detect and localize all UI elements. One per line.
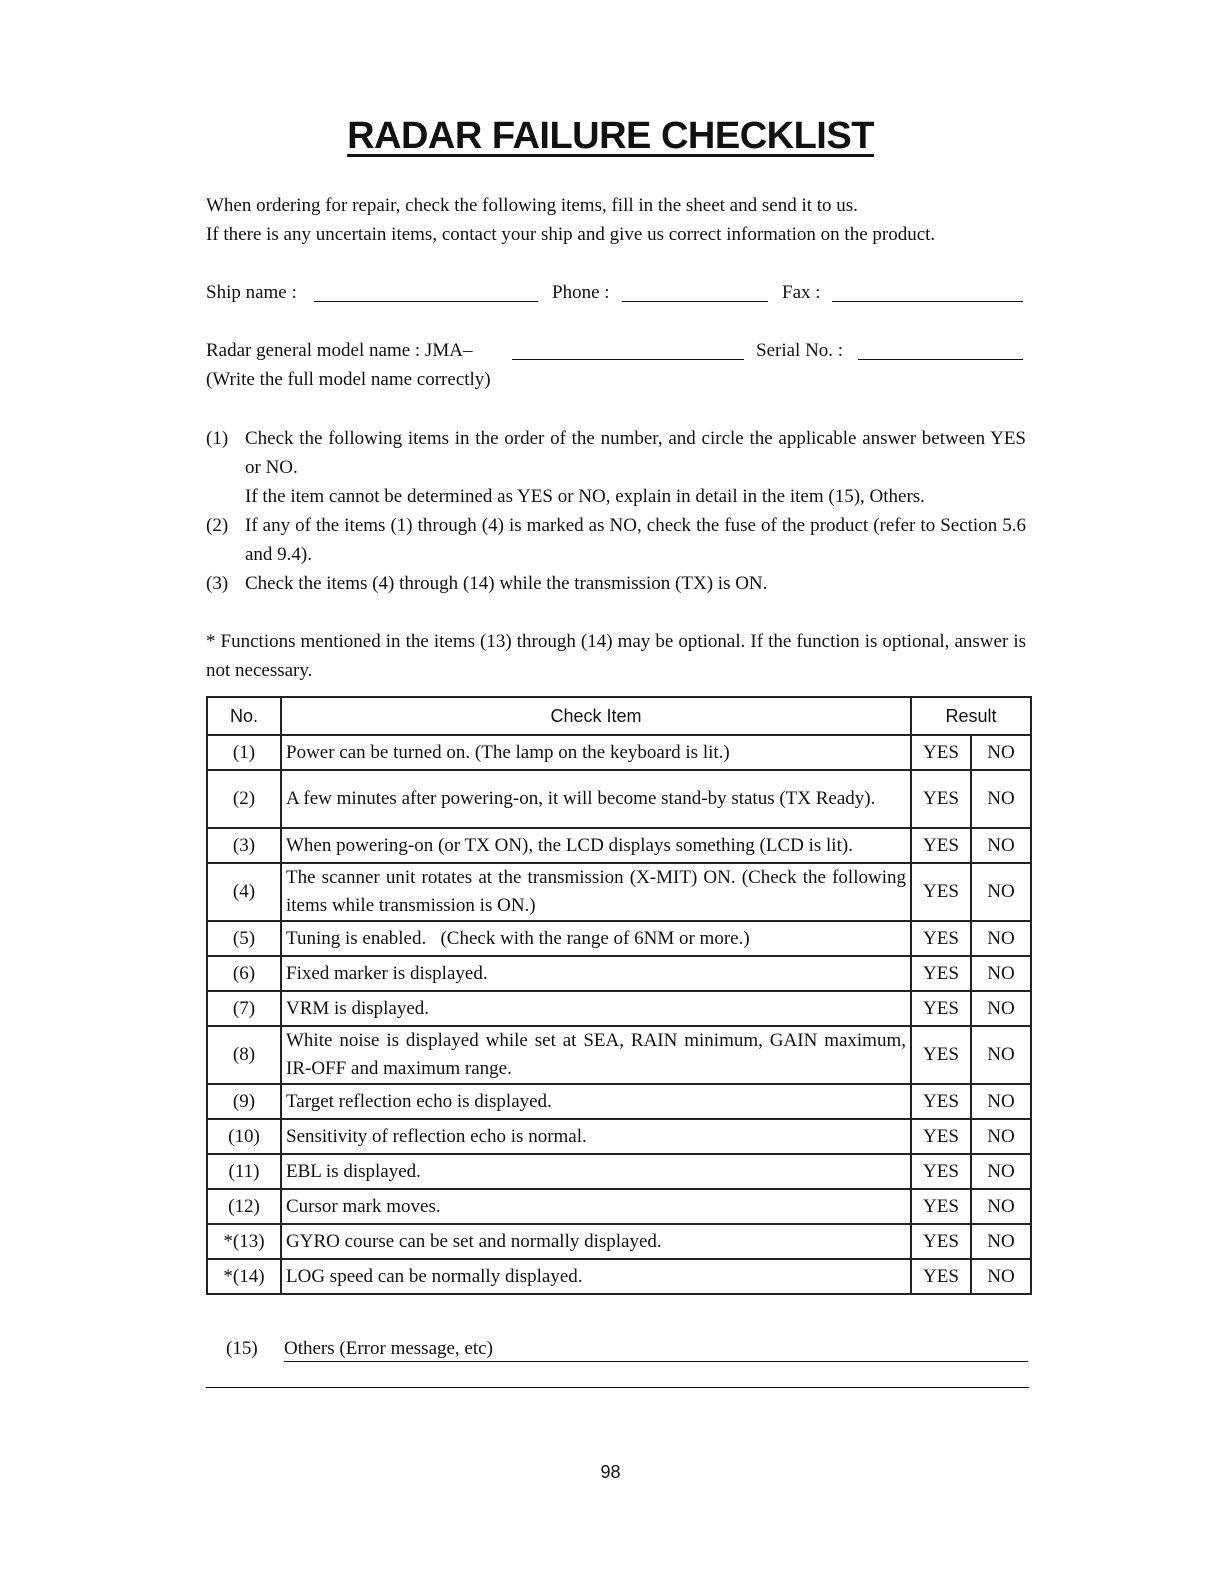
row-number: (4) bbox=[207, 863, 281, 921]
ship-name-field[interactable] bbox=[314, 283, 538, 302]
header-check-item: Check Item bbox=[281, 697, 911, 735]
yes-option[interactable]: YES bbox=[911, 1259, 971, 1294]
fax-label: Fax : bbox=[782, 282, 821, 303]
row-number: (9) bbox=[207, 1084, 281, 1119]
header-no: No. bbox=[207, 697, 281, 735]
instruction-3 bbox=[206, 569, 1026, 598]
no-option[interactable]: NO bbox=[971, 1119, 1031, 1154]
row-check-item: Cursor mark moves. bbox=[281, 1189, 911, 1224]
table-row bbox=[207, 735, 1031, 770]
yes-option[interactable]: YES bbox=[911, 863, 971, 921]
instruction-text: Check the items (4) through (14) while the transmission (TX) is ON. bbox=[245, 573, 768, 594]
row-number: (5) bbox=[207, 921, 281, 956]
table-row bbox=[207, 863, 1031, 921]
optional-note: * Functions mentioned in the items (13) through (14) may be optional. If the function is optional, answer is not necessary. bbox=[206, 631, 1026, 681]
instruction-text-2: If the item cannot be determined as YES or NO, explain in detail in the item (15), Others. bbox=[245, 486, 925, 507]
ship-name-label: Ship name : bbox=[206, 282, 297, 303]
others-label: Others (Error message, etc) bbox=[284, 1338, 493, 1359]
others-number: (15) bbox=[226, 1338, 258, 1359]
no-option[interactable]: NO bbox=[971, 921, 1031, 956]
yes-option[interactable]: YES bbox=[911, 1154, 971, 1189]
table-row bbox=[207, 991, 1031, 1026]
others-extra-line[interactable] bbox=[206, 1387, 1029, 1388]
serial-label: Serial No. : bbox=[756, 340, 844, 361]
yes-option[interactable]: YES bbox=[911, 921, 971, 956]
yes-option[interactable]: YES bbox=[911, 1026, 971, 1084]
row-number: (6) bbox=[207, 956, 281, 991]
row-check-item: The scanner unit rotates at the transmission (X-MIT) ON. (Check the following items while transmission is ON.) bbox=[281, 863, 911, 921]
row-check-item: Target reflection echo is displayed. bbox=[281, 1084, 911, 1119]
row-number: (10) bbox=[207, 1119, 281, 1154]
no-option[interactable]: NO bbox=[971, 991, 1031, 1026]
row-number: (1) bbox=[207, 735, 281, 770]
row-number: (2) bbox=[207, 770, 281, 828]
yes-option[interactable]: YES bbox=[911, 956, 971, 991]
table-row bbox=[207, 1119, 1031, 1154]
instruction-2 bbox=[206, 511, 1026, 569]
yes-option[interactable]: YES bbox=[911, 1084, 971, 1119]
checklist-table bbox=[206, 696, 1032, 1295]
no-option[interactable]: NO bbox=[971, 956, 1031, 991]
fax-field[interactable] bbox=[832, 283, 1023, 302]
no-option[interactable]: NO bbox=[971, 735, 1031, 770]
no-option[interactable]: NO bbox=[971, 1189, 1031, 1224]
yes-option[interactable]: YES bbox=[911, 828, 971, 863]
page-title-text: RADAR FAILURE CHECKLIST bbox=[347, 115, 874, 157]
instruction-number: (2) bbox=[206, 515, 229, 536]
row-check-item: White noise is displayed while set at SEA, RAIN minimum, GAIN maximum, IR-OFF and maximum range. bbox=[281, 1026, 911, 1084]
instruction-number: (3) bbox=[206, 573, 229, 594]
row-check-item: Tuning is enabled. (Check with the range of 6NM or more.) bbox=[281, 921, 911, 956]
row-check-item: GYRO course can be set and normally displayed. bbox=[281, 1224, 911, 1259]
row-check-item: Power can be turned on. (The lamp on the keyboard is lit.) bbox=[281, 735, 911, 770]
row-check-item: Sensitivity of reflection echo is normal. bbox=[281, 1119, 911, 1154]
table-header-row bbox=[207, 697, 1031, 735]
row-check-item: LOG speed can be normally displayed. bbox=[281, 1259, 911, 1294]
intro-line-2: If there is any uncertain items, contact your ship and give us correct information on the product. bbox=[206, 224, 936, 245]
model-field[interactable] bbox=[512, 341, 744, 360]
header-result: Result bbox=[911, 697, 1031, 735]
yes-option[interactable]: YES bbox=[911, 1224, 971, 1259]
table-row bbox=[207, 828, 1031, 863]
table-row bbox=[207, 1026, 1031, 1084]
serial-field[interactable] bbox=[858, 341, 1023, 360]
page-title bbox=[0, 115, 1221, 158]
no-option[interactable]: NO bbox=[971, 770, 1031, 828]
model-note: (Write the full model name correctly) bbox=[206, 369, 491, 390]
row-check-item: Fixed marker is displayed. bbox=[281, 956, 911, 991]
yes-option[interactable]: YES bbox=[911, 1189, 971, 1224]
yes-option[interactable]: YES bbox=[911, 1119, 971, 1154]
no-option[interactable]: NO bbox=[971, 1259, 1031, 1294]
no-option[interactable]: NO bbox=[971, 1026, 1031, 1084]
row-number: (8) bbox=[207, 1026, 281, 1084]
page-number: 98 bbox=[600, 1462, 621, 1482]
instruction-text: If any of the items (1) through (4) is marked as NO, check the fuse of the product (refer to Section 5.6 and 9.4). bbox=[245, 515, 1026, 565]
table-row bbox=[207, 1259, 1031, 1294]
table-row bbox=[207, 770, 1031, 828]
row-number: *(13) bbox=[207, 1224, 281, 1259]
row-number: (12) bbox=[207, 1189, 281, 1224]
table-row bbox=[207, 1224, 1031, 1259]
intro-line-1: When ordering for repair, check the following items, fill in the sheet and send it to us. bbox=[206, 195, 858, 216]
row-number: (11) bbox=[207, 1154, 281, 1189]
yes-option[interactable]: YES bbox=[911, 991, 971, 1026]
row-check-item: A few minutes after powering-on, it will become stand-by status (TX Ready). bbox=[281, 770, 911, 828]
table-row bbox=[207, 921, 1031, 956]
no-option[interactable]: NO bbox=[971, 1224, 1031, 1259]
others-field[interactable] bbox=[284, 1338, 1028, 1362]
row-number: *(14) bbox=[207, 1259, 281, 1294]
model-label: Radar general model name : JMA– bbox=[206, 340, 473, 361]
table-row bbox=[207, 1189, 1031, 1224]
table-row bbox=[207, 956, 1031, 991]
instruction-number: (1) bbox=[206, 428, 229, 449]
phone-label: Phone : bbox=[552, 282, 610, 303]
yes-option[interactable]: YES bbox=[911, 735, 971, 770]
no-option[interactable]: NO bbox=[971, 863, 1031, 921]
table-row bbox=[207, 1154, 1031, 1189]
no-option[interactable]: NO bbox=[971, 828, 1031, 863]
no-option[interactable]: NO bbox=[971, 1084, 1031, 1119]
phone-field[interactable] bbox=[622, 283, 768, 302]
yes-option[interactable]: YES bbox=[911, 770, 971, 828]
row-number: (7) bbox=[207, 991, 281, 1026]
row-check-item: EBL is displayed. bbox=[281, 1154, 911, 1189]
no-option[interactable]: NO bbox=[971, 1154, 1031, 1189]
instruction-text: Check the following items in the order of the number, and circle the applicable answer between YES or NO. bbox=[245, 428, 1026, 478]
table-row bbox=[207, 1084, 1031, 1119]
row-number: (3) bbox=[207, 828, 281, 863]
row-check-item: VRM is displayed. bbox=[281, 991, 911, 1026]
instruction-1 bbox=[206, 424, 1026, 511]
row-check-item: When powering-on (or TX ON), the LCD displays something (LCD is lit). bbox=[281, 828, 911, 863]
